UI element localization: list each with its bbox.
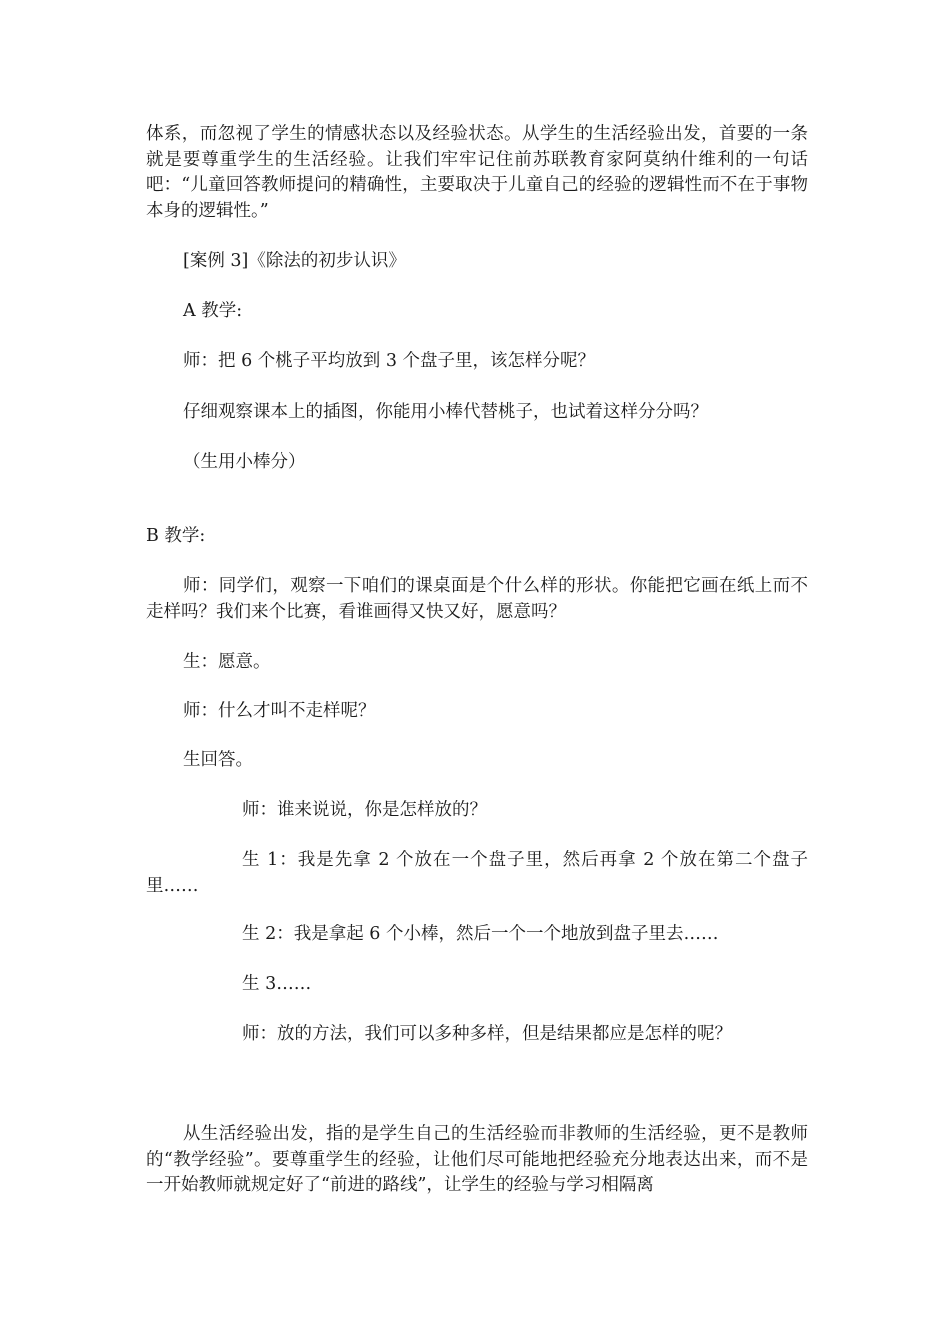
section-a-label: A 教学: [183,301,243,321]
section-b-student2: 生回答。 [183,750,253,770]
paragraph-intro: 体系，而忽视了学生的情感状态以及经验状态。从学生的生活经验出发，首要的一条就是要尊重学生的生活经验。让我们牢牢记住前苏联教育家阿莫纳什维利的一句话吧：“儿童回答教师提问的精确性，主要取决于儿童自己的经验的逻辑性而不在于事物本身的逻辑性。” [146,124,808,221]
section-a-teacher: 师：把 6 个桃子平均放到 3 个盘子里，该怎样分呢？ [183,351,596,371]
section-b-teacher: 师：同学们，观察一下咱们的课桌面是个什么样的形状。你能把它画在纸上而不走样吗？我们来个比赛，看谁画得又快又好，愿意吗？ [146,576,808,622]
section-b-teacher2: 师：什么才叫不走样呢？ [183,701,376,721]
paragraph-conclusion: 从生活经验出发，指的是学生自己的生活经验而非教师的生活经验，更不是教师的“教学经验”。要尊重学生的经验，让他们尽可能地把经验充分地表达出来，而不是一开始教师就规定好了“前进的路线”，让学生的经验与学习相隔离 [146,1124,808,1195]
dialog-teacher: 师：谁来说说，你是怎样放的？ [242,800,487,820]
section-b-student1: 生：愿意。 [183,652,271,672]
case-title: [案例 3]《除法的初步认识》 [183,251,406,271]
section-a-student: （生用小棒分） [183,452,306,472]
dialog-student3: 生 3…… [242,974,312,994]
dialog-student1: 生 1：我是先拿 2 个放在一个盘子里，然后再拿 2 个放在第二个盘子里…… [146,850,808,896]
section-a-observe: 仔细观察课本上的插图，你能用小棒代替桃子，也试着这样分分吗？ [183,402,708,422]
dialog-student2: 生 2：我是拿起 6 个小棒，然后一个一个地放到盘子里去…… [242,924,719,944]
section-b-label: B 教学: [146,526,206,546]
dialog-teacher2: 师：放的方法，我们可以多种多样，但是结果都应是怎样的呢？ [242,1024,732,1044]
